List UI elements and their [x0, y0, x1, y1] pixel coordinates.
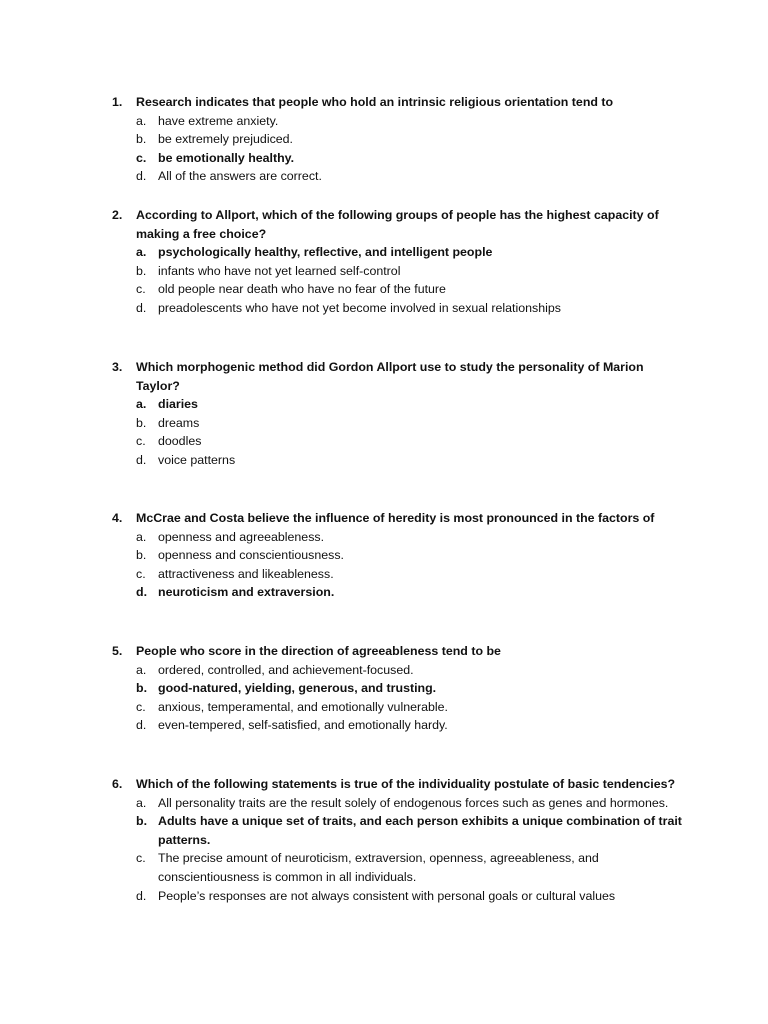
- question-number: 5.: [112, 644, 123, 658]
- option-letter: c.: [136, 851, 146, 866]
- option-c: [112, 849, 682, 886]
- option-letter: b.: [136, 681, 148, 696]
- question-stem: [112, 642, 682, 661]
- option-letter: c.: [136, 699, 146, 714]
- question-text: Which of the following statements is true of the individuality postulate of basic tendencies?: [136, 777, 676, 791]
- option-a: [112, 243, 682, 262]
- option-text: voice patterns: [158, 452, 236, 467]
- question-5: [112, 642, 682, 735]
- option-text: be extremely prejudiced.: [158, 132, 293, 147]
- option-a: [112, 794, 682, 813]
- option-text: People’s responses are not always consistent with personal goals or cultural values: [158, 888, 616, 903]
- option-text: psychologically healthy, reflective, and intelligent people: [158, 245, 493, 260]
- question-4: [112, 509, 682, 602]
- question-number: 3.: [112, 360, 123, 374]
- option-d: [112, 167, 682, 186]
- option-letter: d.: [136, 452, 147, 467]
- option-letter: b.: [136, 263, 147, 278]
- option-letter: d.: [136, 888, 147, 903]
- option-text: old people near death who have no fear of the future: [158, 282, 446, 297]
- option-list: [112, 528, 682, 602]
- option-text: diaries: [158, 397, 198, 412]
- option-d: [112, 583, 682, 602]
- option-letter: b.: [136, 548, 147, 563]
- option-text: infants who have not yet learned self-control: [158, 263, 401, 278]
- option-letter: d.: [136, 300, 147, 315]
- option-a: [112, 528, 682, 547]
- option-d: [112, 887, 682, 906]
- option-list: [112, 112, 682, 186]
- option-c: [112, 698, 682, 717]
- option-text: preadolescents who have not yet become involved in sexual relationships: [158, 300, 561, 315]
- option-text: openness and agreeableness.: [158, 529, 325, 544]
- option-text: neuroticism and extraversion.: [158, 585, 335, 600]
- question-number: 1.: [112, 95, 123, 109]
- option-a: [112, 661, 682, 680]
- option-letter: a.: [136, 529, 147, 544]
- option-text: All of the answers are correct.: [158, 169, 322, 184]
- question-1: [112, 93, 682, 186]
- option-b: [112, 812, 682, 849]
- option-text: attractiveness and likeableness.: [158, 566, 334, 581]
- option-letter: b.: [136, 415, 147, 430]
- question-2: [112, 206, 682, 318]
- option-c: [112, 149, 682, 168]
- option-b: [112, 546, 682, 565]
- option-c: [112, 280, 682, 299]
- question-text: McCrae and Costa believe the influence of heredity is most pronounced in the factors of: [136, 511, 655, 525]
- option-text: Adults have a unique set of traits, and each person exhibits a unique combination of trait patterns.: [158, 814, 682, 847]
- option-text: All personality traits are the result solely of endogenous forces such as genes and hormones.: [158, 795, 669, 810]
- option-c: [112, 432, 682, 451]
- option-text: good-natured, yielding, generous, and trusting.: [158, 681, 437, 696]
- option-text: be emotionally healthy.: [158, 150, 295, 165]
- option-letter: b.: [136, 132, 147, 147]
- question-stem: [112, 206, 682, 243]
- option-letter: b.: [136, 814, 148, 829]
- option-text: dreams: [158, 415, 200, 430]
- option-text: even-tempered, self-satisfied, and emotionally hardy.: [158, 718, 448, 733]
- option-text: have extreme anxiety.: [158, 113, 279, 128]
- question-stem: [112, 93, 682, 112]
- option-letter: a.: [136, 113, 147, 128]
- option-letter: c.: [136, 566, 146, 581]
- option-d: [112, 451, 682, 470]
- option-a: [112, 395, 682, 414]
- option-b: [112, 414, 682, 433]
- question-text: People who score in the direction of agreeableness tend to be: [136, 644, 501, 658]
- question-text: Research indicates that people who hold an intrinsic religious orientation tend to: [136, 95, 614, 109]
- option-letter: d.: [136, 169, 147, 184]
- option-letter: d.: [136, 585, 148, 600]
- question-stem: [112, 358, 682, 395]
- question-6: [112, 775, 682, 905]
- option-letter: a.: [136, 662, 147, 677]
- option-b: [112, 679, 682, 698]
- option-text: openness and conscientiousness.: [158, 548, 344, 563]
- option-letter: d.: [136, 718, 147, 733]
- option-list: [112, 243, 682, 317]
- option-text: ordered, controlled, and achievement-focused.: [158, 662, 414, 677]
- option-list: [112, 395, 682, 469]
- question-text: According to Allport, which of the following groups of people has the highest capacity of making a free choice?: [136, 208, 659, 241]
- option-d: [112, 716, 682, 735]
- option-letter: c.: [136, 434, 146, 449]
- option-c: [112, 565, 682, 584]
- option-letter: c.: [136, 282, 146, 297]
- option-letter: c.: [136, 150, 147, 165]
- option-letter: a.: [136, 397, 147, 412]
- option-letter: a.: [136, 245, 147, 260]
- question-number: 6.: [112, 777, 123, 791]
- question-3: [112, 358, 682, 470]
- option-a: [112, 112, 682, 131]
- option-text: The precise amount of neuroticism, extraversion, openness, agreeableness, and conscientiousness is common in all individuals.: [158, 851, 599, 884]
- option-b: [112, 130, 682, 149]
- question-stem: [112, 775, 682, 794]
- option-text: doodles: [158, 434, 202, 449]
- question-stem: [112, 509, 682, 528]
- option-list: [112, 794, 682, 906]
- option-d: [112, 299, 682, 318]
- option-letter: a.: [136, 795, 147, 810]
- question-number: 4.: [112, 511, 123, 525]
- question-text: Which morphogenic method did Gordon Allport use to study the personality of Marion Taylor?: [136, 360, 644, 393]
- option-list: [112, 661, 682, 735]
- option-b: [112, 262, 682, 281]
- question-number: 2.: [112, 208, 123, 222]
- option-text: anxious, temperamental, and emotionally vulnerable.: [158, 699, 448, 714]
